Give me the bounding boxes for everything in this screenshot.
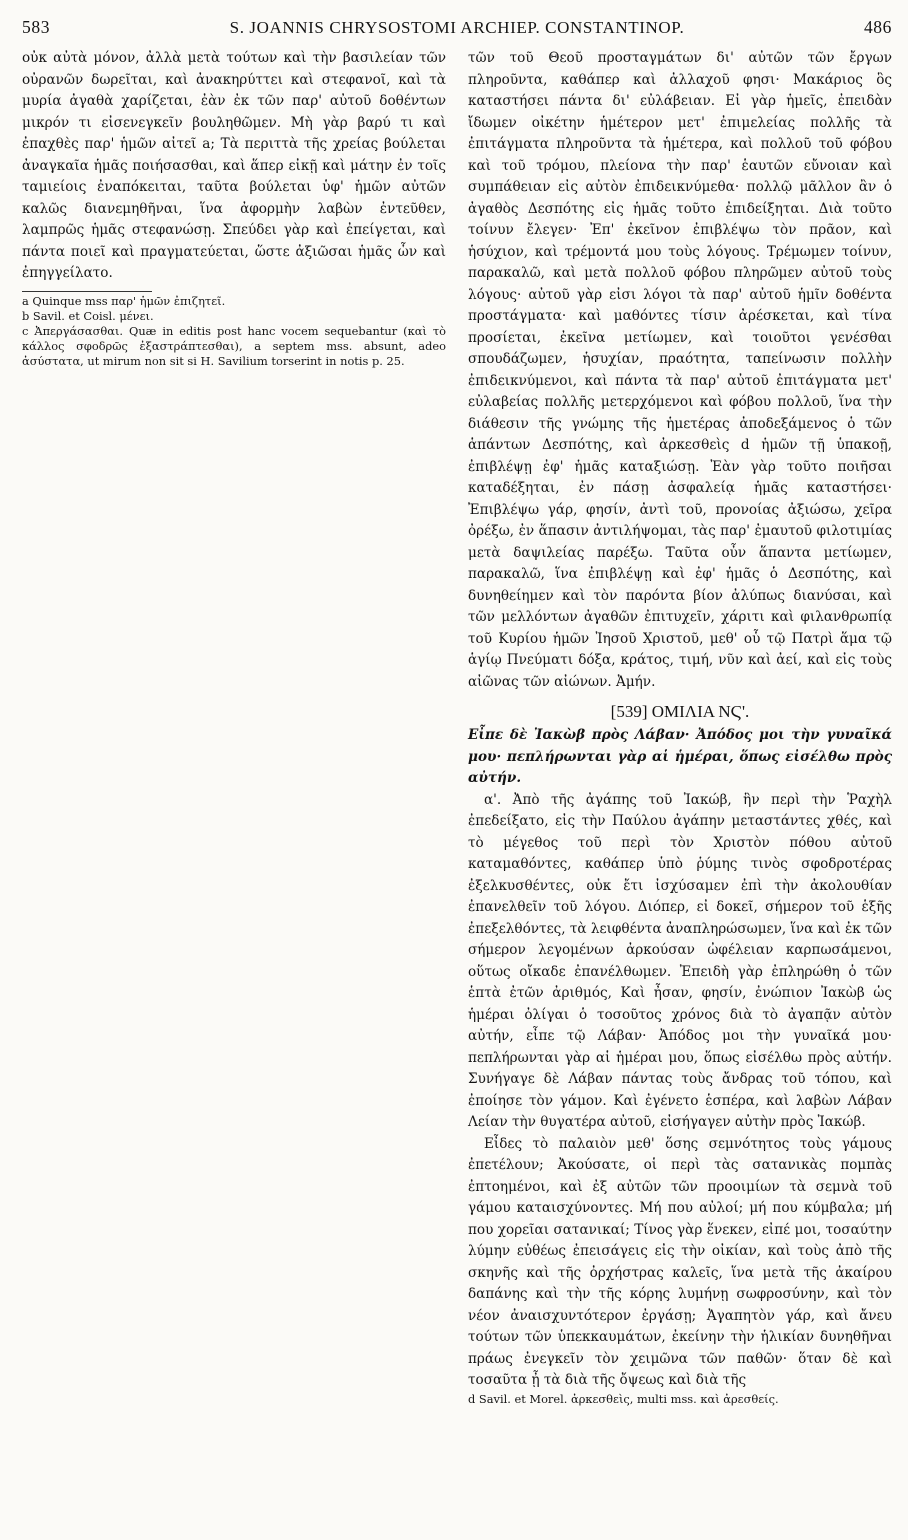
footnotes-right <box>468 1392 892 1407</box>
left-column <box>22 48 446 1407</box>
body-paragraph: οὐκ αὐτὰ μόνον, ἀλλὰ μετὰ τούτων καὶ τὴν βασιλείαν τῶν οὐρανῶν δωρεῖται, καὶ ἀνακηρύττει καὶ στεφανοῖ, καὶ τὰ μυρία ἀγαθὰ χαρίζεται, ἐὰν ἐκ τῶν παρ' αὐτοῦ δοθέντων μικρόν τι εἰσενεγκεῖν βουληθῶμεν. Μὴ γὰρ βαρύ τι καὶ ἐπαχθὲς παρ' ἡμῶν αἰτεῖ a; Τὰ περιττὰ τῆς χρείας βούλεται ἀναγκαῖα ἡμᾶς ποιήσασθαι, καὶ ἅπερ εἰκῇ καὶ μάτην ἐν τοῖς ταμιείοις ἐναπόκειται, ταῦτα βούλεται ὑφ' ἡμῶν αὐτῶν καλῶς διανεμηθῆναι, ἵνα ἀφορμὴν λαβὼν ἐντεῦθεν, λαμπρῶς ἡμᾶς στεφανώσῃ. Σπεύδει γὰρ καὶ ἐπείγεται, καὶ πάντα ποιεῖ καὶ πραγματεύεται, ὥστε ἀξιῶσαι ἡμᾶς ὧν καὶ ἐπηγγείλατο. <box>22 50 446 281</box>
footnote: d Savil. et Morel. ἀρκεσθεὶς, multi mss. καὶ ἀρεσθείς. <box>468 1391 779 1406</box>
page-number-left: 583 <box>22 17 51 37</box>
homily-heading: [539] ΟΜΙΛΙΑ ΝϚ'. <box>610 702 750 721</box>
footnotes-left <box>22 294 446 369</box>
body-paragraph: α'. Ἀπὸ τῆς ἀγάπης τοῦ Ἰακώβ, ἣν περὶ τὴν Ῥαχὴλ ἐπεδείξατο, εἰς τὴν Παύλου ἀγάπην μεταστάντες χθές, καὶ τὸ μέγεθος τοῦ περὶ τὸν Χριστὸν πόθου αὐτοῦ καταμαθόντες, καθάπερ ὑπὸ ῥύμης τινὸς σφοδροτέρας ἐξελκυσθέντες, οὐκ ἔτι ἰσχύσαμεν ἐπὶ τὴν ἀκολουθίαν ἐπανελθεῖν τοῦ λόγου. Διόπερ, εἰ δοκεῖ, σήμερον τοῦ ἑξῆς ἐπεξελθόντες, τὰ λειφθέντα ἀναπληρώσωμεν, ἵνα καὶ ἐκ τῶν σήμερον λεγομένων ἀρκούσαν ὠφέλειαν καρπωσάμενοι, οὕτως οἴκαδε ἐπανέλθωμεν. Ἐπειδὴ γὰρ ἐπληρώθη ὁ τῶν ἑπτὰ ἐτῶν ἀριθμός, Καὶ ἦσαν, φησίν, ἐνώπιον Ἰακὼβ ὡς ἡμέραι ὀλίγαι ὁ τοσοῦτος χρόνος διὰ τὸ ἀγαπᾷν αὐτὸν αὐτήν, εἶπε τῷ Λάβαν· Ἀπόδος μοι τὴν γυναῖκά μου· πεπλήρωνται γὰρ αἱ ἡμέραι μου, ὅπως εἰσέλθω πρὸς αὐτήν. Συνήγαγε δὲ Λάβαν πάντας τοὺς ἄνδρας τοῦ τόπου, καὶ ἐποίησε τὸν γάμον. Καὶ ἐγένετο ἑσπέρα, καὶ λαβὼν Λάβαν Λείαν τὴν θυγατέρα αὐτοῦ, εἰσήγαγεν αὐτὴν πρὸς Ἰακώβ. <box>468 791 892 1130</box>
body-paragraph: Εἶδες τὸ παλαιὸν μεθ' ὅσης σεμνότητος τοὺς γάμους ἐπετέλουν; Ἀκούσατε, οἱ περὶ τὰς σατανικὰς πομπὰς ἐπτοημένοι, καὶ ἐξ αὐτῶν τῶν προοιμίων τὰ σεμνὰ τοῦ γάμου καταισχύνοντες. Μή που αὐλοί; μή που κύμβαλα; μή που χορεῖαι σατανικαί; Τίνος γὰρ ἕνεκεν, εἰπέ μοι, τοσαύτην λύμην εὐθέως ἐπεισάγεις εἰς τὴν οἰκίαν, καὶ τοὺς ἀπὸ τῆς σκηνῆς καὶ τῆς ὀρχήστρας καλεῖς, ἵνα μετὰ τῆς ἀκαίρου δαπάνης καὶ τὴν τῆς κόρης λυμήνῃ σωφροσύνην, καὶ τὸν νέον ἀναισχυντότερον ἐργάσῃ; Ἀγαπητὸν γάρ, καὶ ἄνευ τούτων τῶν ὑπεκκαυμάτων, ἐκείνην τὴν ἡλικίαν δυνηθῆναι πράως ἐνεγκεῖν τὸν χειμῶνα τῶν παθῶν· ὅταν δὲ καὶ τοσαῦτα ᾖ τὰ διὰ τῆς ὄψεως καὶ διὰ τῆς <box>468 1135 892 1388</box>
running-header <box>22 0 892 38</box>
footnote: a Quinque mss παρ' ἡμῶν ἐπιζητεῖ. <box>22 293 226 308</box>
body-paragraph: τῶν τοῦ Θεοῦ προσταγμάτων δι' αὐτῶν τῶν ἔργων πληροῦντα, καθάπερ καὶ ἀλλαχοῦ φησι· Μακάριος ὃς καταστήσει πάντα δι' εὐλάβειαν. Εἰ γὰρ ἡμεῖς, ἐπειδὰν ἴδωμεν οἰκέτην ἡμέτερον μετ' ἐπιμελείας πολλῆς τὰ ἐπιτάγματα πληροῦντα τὰ ἡμέτερα, καὶ πολλοῦ τοῦ φόβου καὶ τοῦ τρόμου, πλείονα τὴν παρ' ἑαυτῶν εὔνοιαν καὶ συμπάθειαν εἰς αὐτὸν ἐπιδεικνύμεθα· πολλῷ μᾶλλον ἂν ὁ ἀγαθὸς Δεσπότης εἰς ἡμᾶς τοῦτο ἐπιδείξηται. Διὰ τοῦτο τοίνυν ἔλεγεν· Ἐπ' ἐκεῖνον ἐπιβλέψω τὸν πρᾶον, καὶ ἡσύχιον, καὶ τρέμοντά μου τοὺς λόγους. Τρέμωμεν τοίνυν, παρακαλῶ, καὶ μετὰ πολλοῦ φόβου πληρῶμεν αὐτοῦ τοὺς λόγους· αὐτοῦ γὰρ εἰσι λόγοι τὰ παρ' αὐτοῦ ἡμῖν δοθέντα προστάγματα· καὶ μαθόντες τίσιν ἀρέσκεται, καὶ τίνα προσίεται, ἐκεῖνα μετίωμεν, καὶ τοιοῦτοι γενέσθαι σπουδάζωμεν, ἡσυχίαν, πραότητα, ταπείνωσιν πολλὴν ἐπιδεικνύμενοι, καὶ πάντα τὰ παρ' αὐτοῦ ἐπιτάγματα μετ' εὐλαβείας πολλῆς μετερχόμενοι καὶ φόβου πολλοῦ, ἵνα τὴν διάθεσιν τῆς γνώμης τῆς ἡμετέρας ἀποδεξάμενος ὁ τῶν ἁπάντων Δεσπότης, καὶ ἀρκεσθεὶς d ἡμῶν τῇ ὑπακοῇ, ἐπιβλέψῃ ἐφ' ἡμᾶς καταξιώσῃ. Ἐὰν γὰρ τοῦτο ποιῆσαι καταδέξηται, ἐν πάσῃ ἀσφαλείᾳ ἡμᾶς καταστήσει· Ἐπιβλέψω γάρ, φησίν, ἀντὶ τοῦ, προνοίας ἀξιώσω, χεῖρα ὀρέξω, ἐν ἅπασιν ἀντιλήψομαι, τὰς παρ' ἐμαυτοῦ φιλοτιμίας μετὰ δαψιλείας παρέξω. Ταῦτα οὖν ἅπαντα μετίωμεν, παρακαλῶ, ἵνα ἐπιβλέψῃ καὶ ἐφ' ἡμᾶς ὁ Δεσπότης, καὶ δυνηθείημεν καὶ τὸν παρόντα βίον ἀλύπως διανύσαι, καὶ τῶν μελλόντων ἀγαθῶν ἐπιτυχεῖν, χάριτι καὶ φιλανθρωπίᾳ τοῦ Κυρίου ἡμῶν Ἰησοῦ Χριστοῦ, μεθ' οὗ τῷ Πατρὶ ἅμα τῷ ἁγίῳ Πνεύματι δόξα, κράτος, τιμή, νῦν καὶ ἀεί, καὶ εἰς τοὺς αἰῶνας τῶν αἰώνων. Ἀμήν. <box>468 50 892 690</box>
running-title: S. JOANNIS CHRYSOSTOMI ARCHIEP. CONSTANTINOP. <box>229 18 685 37</box>
right-column <box>468 48 892 1407</box>
footnote-divider <box>22 291 152 292</box>
text-columns <box>22 48 892 1407</box>
footnote: b Savil. et Coisl. μένει. <box>22 308 154 323</box>
page-number-right: 486 <box>863 17 892 37</box>
footnote: c Ἀπεργάσασθαι. Quæ in editis post hanc vocem sequebantur (καὶ τὸ κάλλος σφοδρῶς ἐξαστράπτεσθαι), a septem mss. absunt, adeo ἀσύστατα, ut mirum non sit si H. Savilium torserint in notis p. 25. <box>22 323 446 368</box>
homily-subtitle: Εἶπε δὲ Ἰακὼβ πρὸς Λάβαν· Ἀπόδος μοι τὴν γυναῖκά μου· πεπλήρωνται γὰρ αἱ ἡμέραι, ὅπως εἰσέλθω πρὸς αὐτήν. <box>468 727 892 786</box>
